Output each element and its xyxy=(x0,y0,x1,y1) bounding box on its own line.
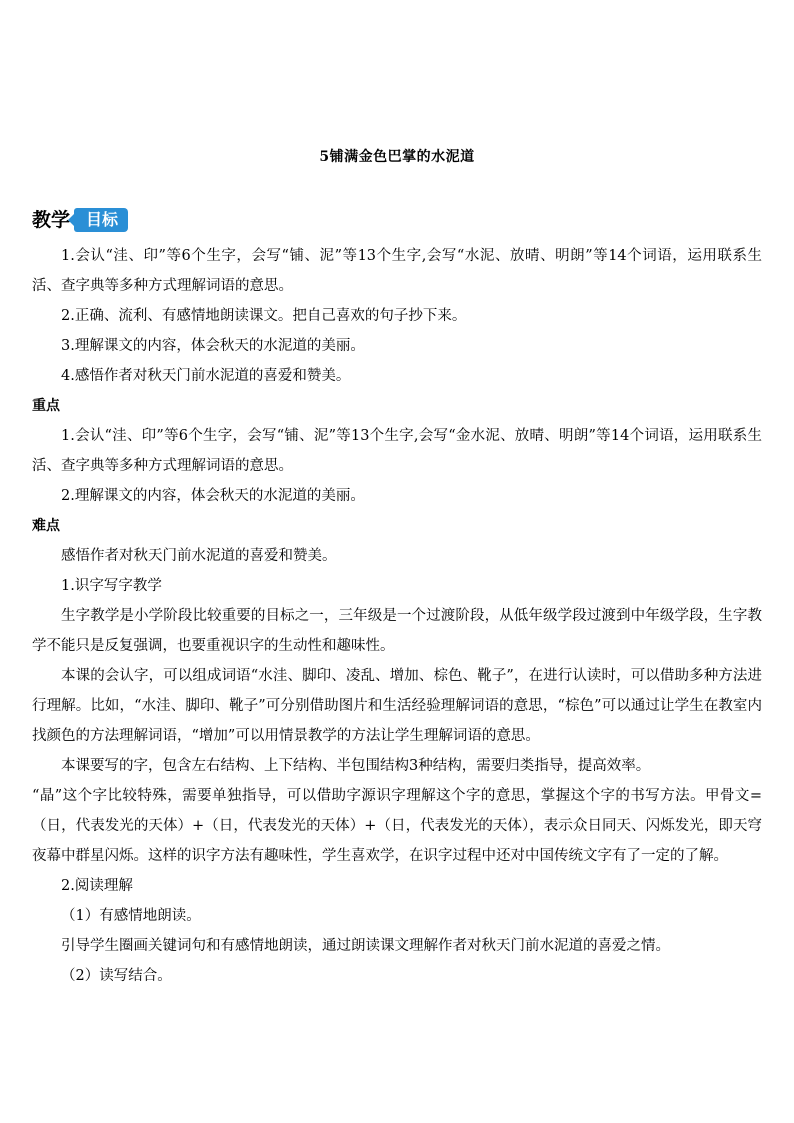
section-header-teaching-goals xyxy=(32,207,128,233)
body-paragraph: 引导学生圈画关键词句和有感情地朗读，通过朗读课文理解作者对秋天门前水泥道的喜爱之情。 xyxy=(61,938,670,954)
body-paragraph: （2）读写结合。 xyxy=(61,968,172,984)
document-content xyxy=(32,241,762,991)
objective-item: 1.会认“洼、印”等6个生字，会写“铺、泥”等13个生字,会写“水泥、放晴、明朗”等14个词语，运用联系生活、查字典等多种方式理解词语的意思。 xyxy=(32,248,762,294)
lesson-title: 5铺满金色巴掌的水泥道 xyxy=(319,149,475,165)
body-paragraph: （1）有感情地朗读。 xyxy=(61,908,201,924)
key-point-item: 1.会认“洼、印”等6个生字，会写“铺、泥”等13个生字,会写“金水泥、放晴、明朗”等14个词语，运用联系生活、查字典等多种方式理解词语的意思。 xyxy=(32,428,762,474)
body-paragraph: 本课的会认字，可以组成词语“水洼、脚印、凌乱、增加、棕色、靴子”，在进行认读时，可以借助多种方法进行理解。比如，“水洼、脚印、靴子”可分别借助图片和生活经验理解词语的意思，“棕色”可以通过让学生在教室内找颜色的方法理解词语，“增加”可以用情景教学的方法让学生理解词语的意思。 xyxy=(32,668,762,744)
body-paragraph: “晶”这个字比较特殊，需要单独指导，可以借助字源识字理解这个字的意思，掌握这个字的书写方法。甲骨文=（日，代表发光的天体）+（日，代表发光的天体）+（日，代表发光的天体），表示众日同天、闪烁发光，即天穹夜幕中群星闪烁。这样的识字方法有趣味性，学生喜欢学，在识字过程中还对中国传统文字有了一定的了解。 xyxy=(32,788,762,864)
difficulties-heading: 难点 xyxy=(32,518,60,534)
key-points-heading: 重点 xyxy=(32,398,60,414)
objective-item: 2.正确、流利、有感情地朗读课文。把自己喜欢的句子抄下来。 xyxy=(61,308,467,324)
section-header-label: 教学 xyxy=(32,209,71,231)
body-paragraph: 1.识字写字教学 xyxy=(61,578,162,594)
key-point-item: 2.理解课文的内容，体会秋天的水泥道的美丽。 xyxy=(61,488,365,504)
objective-item: 4.感悟作者对秋天门前水泥道的喜爱和赞美。 xyxy=(61,368,351,384)
objective-item: 3.理解课文的内容，体会秋天的水泥道的美丽。 xyxy=(61,338,365,354)
body-paragraph: 2.阅读理解 xyxy=(61,878,133,894)
difficulty-item: 感悟作者对秋天门前水泥道的喜爱和赞美。 xyxy=(61,548,337,564)
body-paragraph: 本课要写的字，包含左右结构、上下结构、半包围结构3种结构，需要归类指导，提高效率。 xyxy=(61,758,651,774)
section-header-badge: 目标 xyxy=(74,208,128,232)
body-paragraph: 生字教学是小学阶段比较重要的目标之一，三年级是一个过渡阶段，从低年级学段过渡到中年级学段，生字教学不能只是反复强调，也要重视识字的生动性和趣味性。 xyxy=(32,608,762,654)
